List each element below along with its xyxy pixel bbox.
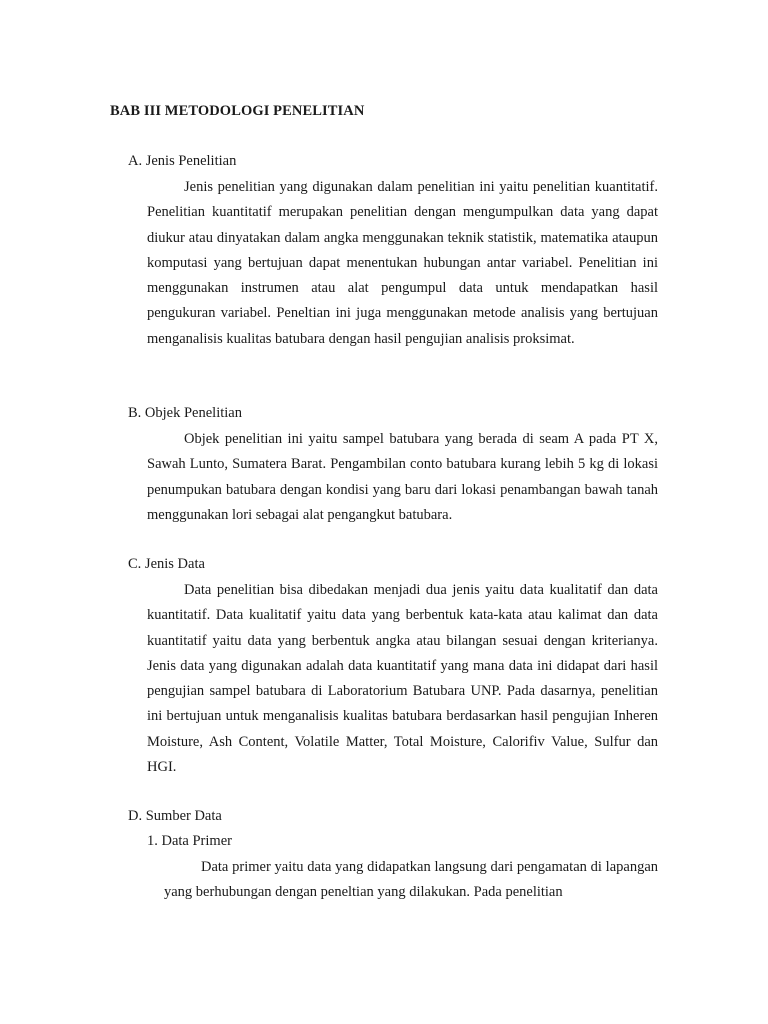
subheading-data-primer: 1. Data Primer [147, 833, 232, 849]
paragraph-jenis-data: Data penelitian bisa dibedakan menjadi dua jenis yaitu data kualitatif dan data kuantitatif. Data kualitatif yaitu data yang berbentuk kata-kata atau kalimat dan data kuantitatif yaitu data yang berbentuk angka atau bilangan sesuai dengan kriterianya. Jenis data yang digunakan adalah data kuantitatif yang mana data ini didapat dari hasil pengujian sampel batubara di Laboratorium Batubara UNP. Pada dasarnya, penelitian ini bertujuan untuk menganalisis kualitas batubara berdasarkan hasil pengujian Inheren Moisture, Ash Content, Volatile Matter, Total Moisture, Calorifiv Value, Sulfur dan HGI. [147, 582, 658, 776]
section-heading-jenis-data: C. Jenis Data [128, 556, 205, 572]
paragraph-data-primer: Data primer yaitu data yang didapatkan langsung dari pengamatan di lapangan yang berhubungan dengan peneltian yang dilakukan. Pada penelitian [164, 859, 658, 901]
section-heading-jenis-penelitian: A. Jenis Penelitian [128, 153, 237, 169]
section-heading-sumber-data: D. Sumber Data [128, 808, 222, 824]
paragraph-jenis-penelitian: Jenis penelitian yang digunakan dalam penelitian ini yaitu penelitian kuantitatif. Penelitian kuantitatif merupakan penelitian dengan mengumpulkan data yang dapat diukur atau dinyatakan dalam angka menggunakan teknik statistik, matematika ataupun komputasi yang bertujuan dapat menentukan hubungan antar variabel. Penelitian ini menggunakan instrumen atau alat pengumpul data untuk mendapatkan hasil pengukuran variabel. Peneltian ini juga menggunakan metode analisis yang bertujuan menganalisis kualitas batubara dengan hasil pengujian analisis proksimat. [147, 179, 658, 347]
paragraph-objek-penelitian: Objek penelitian ini yaitu sampel batubara yang berada di seam A pada PT X, Sawah Lunto, Sumatera Barat. Pengambilan conto batubara kurang lebih 5 kg di lokasi penumpukan batubara dengan kondisi yang baru dari lokasi penambangan bawah tanah menggunakan lori sebagai alat pengangkut batubara. [147, 431, 658, 523]
section-heading-objek-penelitian: B. Objek Penelitian [128, 405, 242, 421]
chapter-title: BAB III METODOLOGI PENELITIAN [110, 103, 365, 119]
